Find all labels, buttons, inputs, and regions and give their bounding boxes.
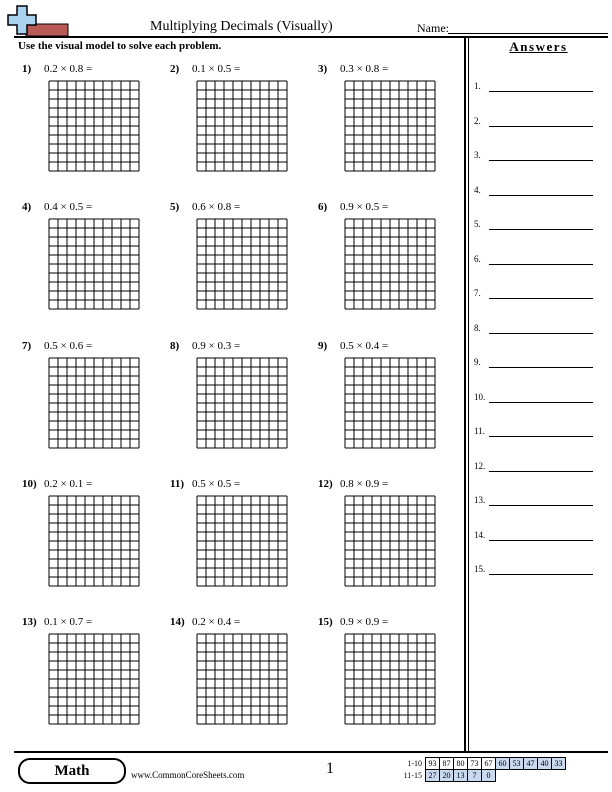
score-key-cell: 40	[538, 758, 552, 770]
problem-expression: 0.2 × 0.4 =	[192, 616, 241, 628]
answer-line[interactable]	[489, 471, 593, 472]
problem	[318, 478, 458, 598]
score-key-cell: 87	[440, 758, 454, 770]
website-url: www.CommonCoreSheets.com	[131, 770, 245, 780]
hundred-grid	[196, 357, 288, 449]
answer-number: 2.	[474, 115, 481, 126]
answer-number: 3.	[474, 150, 481, 160]
score-key	[394, 757, 566, 782]
answers-title: Answers	[509, 39, 568, 54]
worksheet-logo	[4, 4, 70, 38]
problem-number: 8)	[170, 340, 180, 352]
hundred-grid	[344, 80, 436, 172]
hundred-grid	[48, 633, 140, 725]
instructions: Use the visual model to solve each problem.	[18, 40, 222, 52]
score-key-cell: 80	[454, 758, 468, 770]
problem-expression: 0.3 × 0.8 =	[340, 63, 389, 75]
hundred-grid	[344, 495, 436, 587]
score-key-cell: 53	[510, 758, 524, 770]
problem-number: 9)	[318, 340, 328, 352]
answer-number: 5.	[474, 219, 481, 229]
hundred-grid	[48, 218, 140, 310]
problem	[318, 616, 458, 736]
header-rule	[14, 36, 608, 38]
answer-line[interactable]	[489, 91, 593, 92]
hundred-grid	[344, 218, 436, 310]
problem	[170, 201, 310, 321]
answer-number: 4.	[474, 184, 481, 195]
answer-number: 13.	[474, 495, 486, 505]
hundred-grid	[48, 357, 140, 449]
answer-line[interactable]	[489, 298, 593, 299]
problem-expression: 0.9 × 0.9 =	[340, 616, 389, 628]
problem-number: 14)	[170, 616, 185, 628]
hundred-grid	[48, 495, 140, 587]
problem-number: 12)	[318, 478, 333, 490]
answer-number: 9.	[474, 357, 481, 367]
problem-expression: 0.1 × 0.5 =	[192, 63, 241, 75]
problem-expression: 0.2 × 0.1 =	[44, 478, 93, 490]
name-label: Name:	[417, 21, 449, 35]
answer-line[interactable]	[489, 402, 593, 403]
problem-expression: 0.9 × 0.5 =	[340, 201, 389, 213]
page-title: Multiplying Decimals (Visually)	[150, 19, 333, 34]
footer-rule	[14, 751, 608, 753]
problem-expression: 0.4 × 0.5 =	[44, 201, 93, 213]
hundred-grid	[196, 80, 288, 172]
page-number: 1	[326, 760, 334, 777]
problem-expression: 0.8 × 0.9 =	[340, 478, 389, 490]
problem-number: 4)	[22, 201, 32, 213]
problem-expression: 0.9 × 0.3 =	[192, 340, 241, 352]
problem	[318, 340, 458, 460]
problem-number: 6)	[318, 201, 328, 213]
score-key-label: 11-15	[403, 771, 422, 780]
problem-expression: 0.1 × 0.7 =	[44, 616, 93, 628]
problem-number: 7)	[22, 340, 32, 352]
column-divider	[468, 37, 469, 751]
problem	[170, 63, 310, 183]
answer-line[interactable]	[489, 264, 593, 265]
problem	[318, 63, 458, 183]
problem-expression: 0.2 × 0.8 =	[44, 63, 93, 75]
score-key-cell: 67	[482, 758, 496, 770]
problem	[22, 616, 162, 736]
hundred-grid	[48, 80, 140, 172]
problem	[170, 340, 310, 460]
column-divider	[464, 37, 466, 751]
answer-line[interactable]	[489, 333, 593, 334]
name-line	[448, 33, 608, 34]
problem-number: 13)	[22, 616, 37, 628]
score-key-cell: 0	[482, 770, 496, 782]
answer-number: 1.	[474, 81, 481, 91]
problem	[318, 201, 458, 321]
score-key-cell: 20	[440, 770, 454, 782]
answer-number: 8.	[474, 322, 481, 333]
answer-number: 15.	[474, 564, 486, 574]
answer-number: 10.	[474, 391, 486, 402]
hundred-grid	[196, 495, 288, 587]
problem-number: 11)	[170, 478, 185, 490]
score-key-cell: 93	[426, 758, 440, 770]
math-badge: Math	[18, 758, 126, 784]
hundred-grid	[344, 357, 436, 449]
answer-line[interactable]	[489, 229, 593, 230]
problem	[170, 616, 310, 736]
problem-number: 5)	[170, 201, 180, 213]
problem	[22, 340, 162, 460]
problem-expression: 0.5 × 0.5 =	[192, 478, 241, 490]
answer-number: 7.	[474, 288, 481, 298]
problem	[22, 63, 162, 183]
problem-expression: 0.5 × 0.4 =	[340, 340, 389, 352]
answer-line[interactable]	[489, 436, 593, 437]
answer-line[interactable]	[489, 195, 593, 196]
problem-number: 15)	[318, 616, 333, 628]
answer-number: 6.	[474, 253, 481, 264]
score-key-cell: 27	[426, 770, 440, 782]
hundred-grid	[344, 633, 436, 725]
score-key-cell: 60	[496, 758, 510, 770]
problem-number: 2)	[170, 63, 180, 75]
answer-line[interactable]	[489, 160, 593, 161]
score-key-cell: 13	[454, 770, 468, 782]
problem-number: 3)	[318, 63, 328, 75]
answer-line[interactable]	[489, 126, 593, 127]
answer-line[interactable]	[489, 505, 593, 506]
problem	[22, 478, 162, 598]
score-key-cell: 33	[552, 758, 566, 770]
problem-number: 1)	[22, 63, 32, 75]
score-key-cell: 7	[468, 770, 482, 782]
answer-number: 12.	[474, 460, 486, 471]
hundred-grid	[196, 218, 288, 310]
score-key-cell: 73	[468, 758, 482, 770]
score-key-cell: 47	[524, 758, 538, 770]
answer-line[interactable]	[489, 540, 593, 541]
problem	[22, 201, 162, 321]
problem-expression: 0.6 × 0.8 =	[192, 201, 241, 213]
problem	[170, 478, 310, 598]
problem-expression: 0.5 × 0.6 =	[44, 340, 93, 352]
hundred-grid	[196, 633, 288, 725]
score-key-label: 1-10	[407, 759, 422, 768]
answer-number: 11.	[474, 426, 485, 436]
answer-number: 14.	[474, 529, 486, 540]
problem-number: 10)	[22, 478, 37, 490]
answer-line[interactable]	[489, 574, 593, 575]
answer-line[interactable]	[489, 367, 593, 368]
